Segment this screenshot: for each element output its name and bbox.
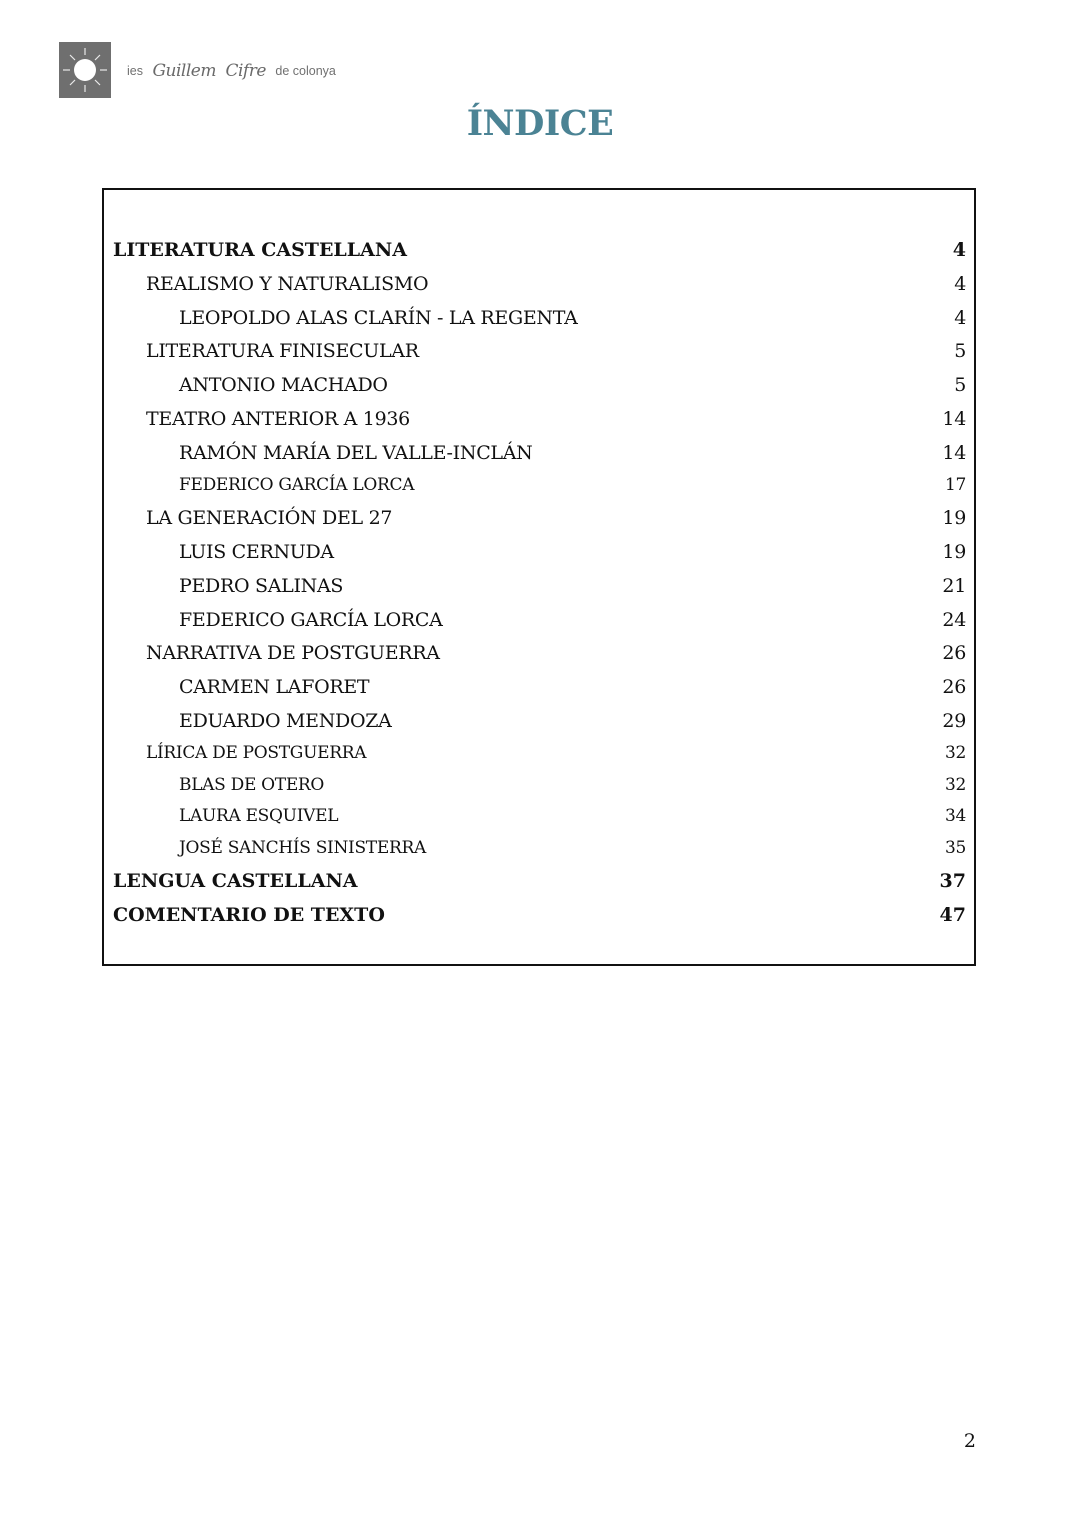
toc-entry[interactable] (104, 900, 974, 930)
toc-entry-page: 37 (939, 870, 966, 892)
toc-entry[interactable] (104, 571, 974, 601)
toc-entry-label: LÍRICA DE POSTGUERRA (146, 743, 367, 763)
toc-entry-page: 4 (954, 307, 966, 329)
toc-entry-page: 24 (942, 609, 966, 631)
toc-entry[interactable] (104, 438, 974, 468)
toc-entry[interactable] (104, 537, 974, 567)
toc-entry-label: LENGUA CASTELLANA (113, 870, 358, 892)
school-prefix: ies (127, 64, 143, 78)
page-header (59, 42, 379, 98)
toc-entry-page: 5 (954, 340, 966, 362)
table-of-contents (102, 188, 976, 966)
toc-entry-label: LUIS CERNUDA (179, 541, 334, 563)
toc-entry-page: 21 (942, 575, 966, 597)
toc-entry-page: 5 (954, 374, 966, 396)
toc-entry-page: 34 (944, 806, 966, 826)
toc-entry-label: RAMÓN MARÍA DEL VALLE-INCLÁN (179, 442, 533, 464)
school-last-name: Cifre (225, 61, 266, 81)
toc-entry[interactable] (104, 605, 974, 635)
toc-entry[interactable] (104, 503, 974, 533)
toc-entry[interactable] (104, 336, 974, 366)
toc-entry-label: LEOPOLDO ALAS CLARÍN - LA REGENTA (179, 307, 578, 329)
toc-entry-label: CARMEN LAFORET (179, 676, 370, 698)
sunburst-logo-icon (59, 42, 111, 98)
toc-entry[interactable] (104, 638, 974, 668)
toc-entry[interactable] (104, 738, 974, 768)
toc-entry-page: 32 (944, 775, 966, 795)
toc-entry-page: 14 (942, 408, 966, 430)
toc-entry-page: 29 (942, 710, 966, 732)
page-title: ÍNDICE (466, 103, 614, 144)
toc-entry-label: PEDRO SALINAS (179, 575, 344, 597)
toc-entry-label: LA GENERACIÓN DEL 27 (146, 507, 393, 529)
toc-entry-label: LITERATURA CASTELLANA (113, 239, 407, 261)
toc-entry-label: EDUARDO MENDOZA (179, 710, 392, 732)
toc-entry-label: BLAS DE OTERO (179, 775, 325, 795)
toc-entry[interactable] (104, 801, 974, 831)
toc-entry-page: 32 (944, 743, 966, 763)
toc-entry-label: JOSÉ SANCHÍS SINISTERRA (179, 838, 426, 858)
toc-entry-label: NARRATIVA DE POSTGUERRA (146, 642, 440, 664)
toc-entry-page: 19 (942, 541, 966, 563)
toc-entry[interactable] (104, 770, 974, 800)
school-suffix: de colonya (275, 64, 336, 78)
toc-entry[interactable] (104, 404, 974, 434)
toc-entry[interactable] (104, 672, 974, 702)
toc-entry-label: FEDERICO GARCÍA LORCA (179, 475, 415, 495)
toc-entry-label: LITERATURA FINISECULAR (146, 340, 419, 362)
toc-entry-label: LAURA ESQUIVEL (179, 806, 339, 826)
toc-entry-label: REALISMO Y NATURALISMO (146, 273, 429, 295)
toc-entry-page: 19 (942, 507, 966, 529)
toc-entry-page: 35 (944, 838, 966, 858)
toc-entry[interactable] (104, 303, 974, 333)
toc-entry-page: 26 (942, 642, 966, 664)
toc-entry[interactable] (104, 866, 974, 896)
toc-entry[interactable] (104, 269, 974, 299)
toc-entry-label: COMENTARIO DE TEXTO (113, 904, 385, 926)
toc-entry-page: 4 (954, 273, 966, 295)
page-number: 2 (963, 1430, 976, 1452)
toc-entry[interactable] (104, 833, 974, 863)
toc-entry[interactable] (104, 470, 974, 500)
toc-entry-label: TEATRO ANTERIOR A 1936 (146, 408, 410, 430)
toc-entry-page: 26 (942, 676, 966, 698)
toc-entry-label: ANTONIO MACHADO (179, 374, 388, 396)
toc-entry-label: FEDERICO GARCÍA LORCA (179, 609, 443, 631)
toc-entry-page: 4 (952, 239, 966, 261)
toc-entry[interactable] (104, 370, 974, 400)
toc-entry-page: 17 (944, 475, 966, 495)
toc-entry-page: 47 (939, 904, 966, 926)
toc-entry[interactable] (104, 235, 974, 265)
toc-entry-page: 14 (942, 442, 966, 464)
school-first-name: Guillem (152, 61, 216, 81)
school-name (127, 60, 342, 80)
toc-entry[interactable] (104, 706, 974, 736)
